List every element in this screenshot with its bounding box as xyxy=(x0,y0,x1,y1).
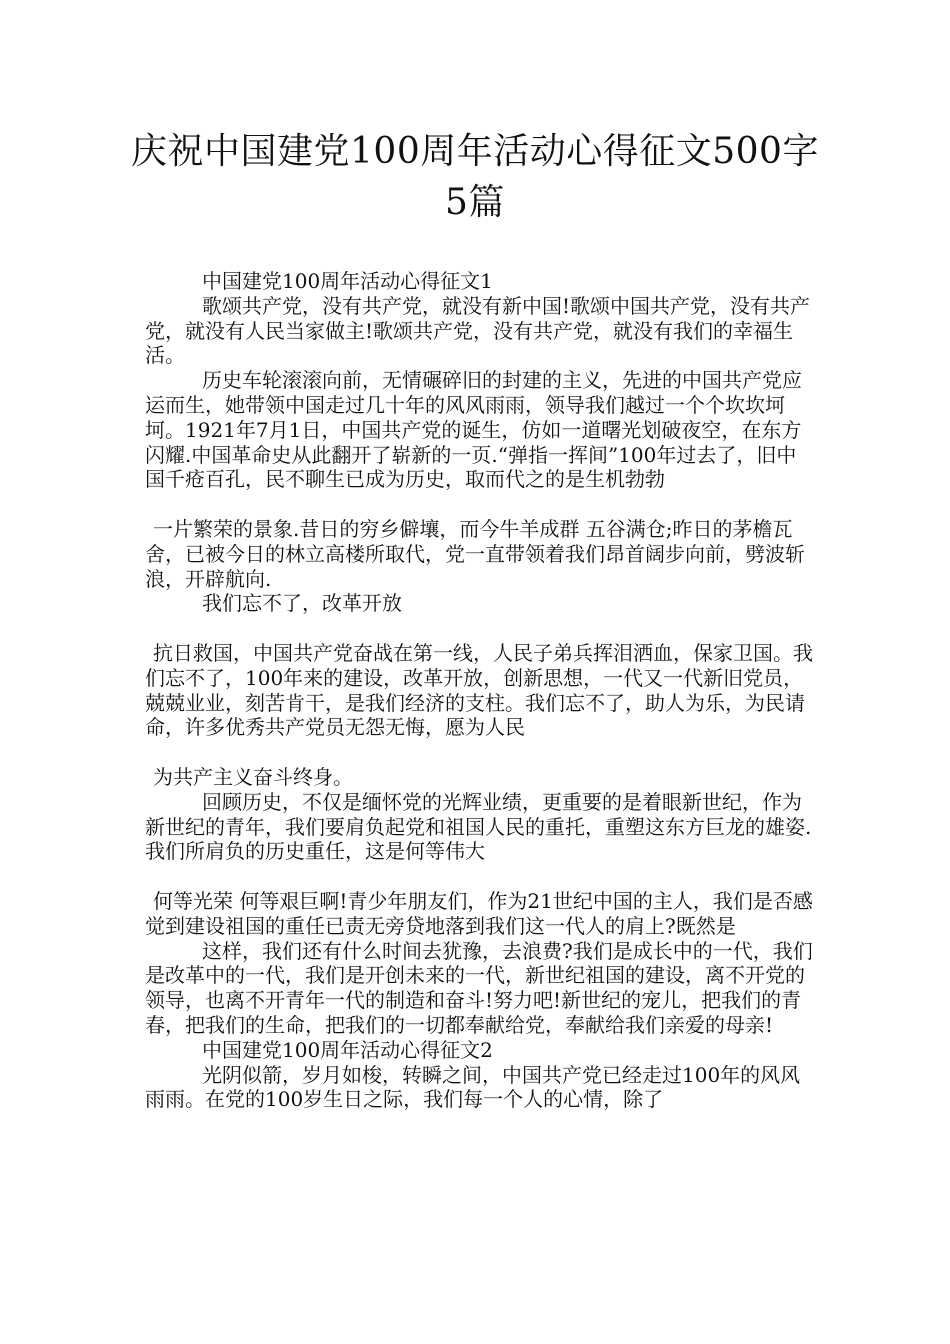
paragraph: 何等光荣 何等艰巨啊!青少年朋友们，作为21世纪中国的主人，我们是否感觉到建设祖国的重任已责无旁贷地落到我们这一代人的肩上?既然是 xyxy=(145,888,813,938)
paragraph: 光阴似箭，岁月如梭，转瞬之间，中国共产党已经走过100年的风风雨雨。在党的100岁生日之际，我们每一个人的心情，除了 xyxy=(145,1062,801,1112)
paragraph-gap xyxy=(145,616,815,641)
paragraph: 这样，我们还有什么时间去犹豫，去浪费?我们是成长中的一代，我们是改革中的一代，我们是开创未来的一代，新世纪祖国的建设，离不开党的领导，也离不开青年一代的制造和奋斗!努力吧!新世纪的宠儿，把我们的青春，把我们的生命，把我们的一切都奉献给党，奉献给我们亲爱的母亲! xyxy=(145,938,813,1037)
paragraph-gap xyxy=(145,492,815,517)
paragraph: 我们忘不了，改革开放 xyxy=(202,591,402,616)
paragraph: 历史车轮滚滚向前，无情碾碎旧的封建的主义，先进的中国共产党应运而生，她带领中国走过几十年的风风雨雨，领导我们越过一个个坎坎坷坷。1921年7月1日，中国共产党的诞生，仿如一道曙光划破夜空，在东方闪耀.中国革命史从此翻开了崭新的一页.“弹指一挥间”100年过去了，旧中国千疮百孔，民不聊生已成为历史，取而代之的是生机勃勃 xyxy=(145,368,802,492)
document-body xyxy=(145,269,815,1112)
title-line-2: 5篇 xyxy=(445,182,505,223)
section-heading-1: 中国建党100周年活动心得征文1 xyxy=(202,269,493,293)
paragraph-gap xyxy=(145,740,815,765)
title-line-1: 庆祝中国建党100周年活动心得征文500字 xyxy=(131,131,819,172)
paragraph: 回顾历史，不仅是缅怀党的光辉业绩，更重要的是着眼新世纪，作为新世纪的青年，我们要肩负起党和祖国人民的重托，重塑这东方巨龙的雄姿.我们所肩负的历史重任，这是何等伟大 xyxy=(145,789,812,864)
paragraph: 歌颂共产党，没有共产党，就没有新中国!歌颂中国共产党，没有共产党，就没有人民当家做主!歌颂共产党，没有共产党，就没有我们的幸福生活。 xyxy=(145,293,811,368)
paragraph: 一片繁荣的景象.昔日的穷乡僻壤，而今牛羊成群 五谷满仓;昨日的茅檐瓦舍，已被今日的林立高楼所取代，党一直带领着我们昂首阔步向前，劈波斩浪，开辟航向. xyxy=(145,516,805,591)
document-title xyxy=(120,126,830,228)
paragraph-gap xyxy=(145,864,815,889)
paragraph: 抗日救国，中国共产党奋战在第一线，人民子弟兵挥泪洒血，保家卫国。我们忘不了，100年来的建设，改革开放，创新思想，一代又一代新旧党员，兢兢业业，刻苦肯干，是我们经济的支柱。我们忘不了，助人为乐，为民请命，许多优秀共产党员无怨无悔，愿为人民 xyxy=(145,640,813,740)
paragraph: 为共产主义奋斗终身。 xyxy=(153,764,353,789)
section-heading-2: 中国建党100周年活动心得征文2 xyxy=(202,1037,493,1062)
